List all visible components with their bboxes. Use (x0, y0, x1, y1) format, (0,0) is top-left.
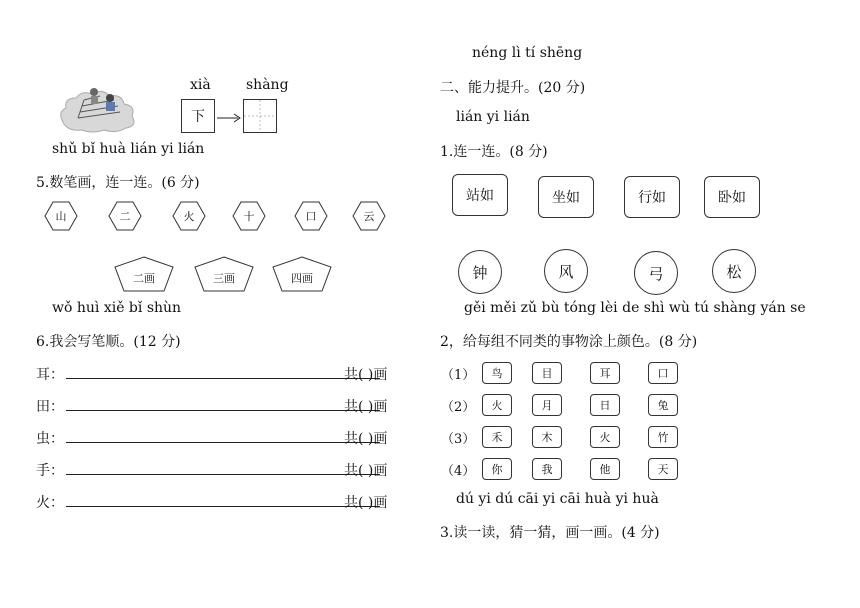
q2-item-box[interactable] (532, 426, 562, 448)
q6-title: 6.我会写笔顺。(12 分) (36, 334, 181, 350)
q2-item-box[interactable] (648, 394, 678, 416)
q2-item-label: 耳 (599, 367, 611, 380)
q1-phrase-box[interactable] (452, 174, 508, 216)
q5-hexagon-item[interactable] (232, 201, 266, 231)
q2-item-label: 我 (541, 463, 553, 476)
q1-answer-circle[interactable] (544, 249, 588, 293)
q5-pentagon-label: 三画 (213, 272, 235, 285)
q2-item-box[interactable] (648, 458, 678, 480)
q2-item-label: 你 (491, 463, 503, 476)
pinyin-shang: shàng (246, 77, 289, 93)
q1-answer-circle[interactable] (634, 251, 678, 295)
q6-row[interactable] (36, 428, 416, 448)
write-line[interactable] (66, 378, 380, 379)
q2-item-box[interactable] (648, 362, 678, 384)
q6-row-count: 共( )画 (344, 463, 388, 479)
q6-row-char: 耳： (36, 367, 64, 383)
q6-row-char: 虫： (36, 431, 64, 447)
q6-row-count: 共( )画 (344, 431, 388, 447)
q2-item-label: 竹 (657, 431, 669, 444)
q1-answer-label: 松 (726, 262, 742, 281)
q6-row-char: 田： (36, 399, 64, 415)
q1-phrase-box[interactable] (704, 176, 760, 218)
q1-phrase-label: 卧如 (718, 190, 746, 206)
q2-row-label: （4） (441, 464, 476, 479)
illustration-children-on-stairs (56, 82, 140, 134)
q2-title: 2，给每组不同类的事物涂上颜色。(8 分) (440, 334, 698, 350)
write-line[interactable] (66, 442, 380, 443)
q6-row-count: 共( )画 (344, 367, 388, 383)
q2-item-box[interactable] (482, 362, 512, 384)
q1-answer-label: 弓 (648, 264, 664, 283)
q5-hexagon-label: 山 (55, 210, 67, 223)
pinyin-q5: shǔ bǐ huà lián yi lián (52, 141, 205, 157)
pinyin-lianyilian: lián yi lián (456, 109, 530, 125)
q2-item-box[interactable] (590, 394, 620, 416)
char-xia: 下 (191, 109, 205, 125)
q6-row[interactable] (36, 460, 416, 480)
q2-row-label: （2） (441, 400, 476, 415)
q5-pentagon-item[interactable] (194, 256, 254, 292)
q2-item-label: 火 (599, 431, 611, 444)
q1-answer-circle[interactable] (458, 250, 502, 294)
q2-item-box[interactable] (532, 458, 562, 480)
q1-phrase-label: 站如 (466, 188, 494, 204)
q5-pentagon-label: 四画 (291, 272, 313, 285)
pinyin-q6: wǒ huì xiě bǐ shùn (52, 300, 182, 316)
q1-phrase-box[interactable] (624, 176, 680, 218)
q6-row-count: 共( )画 (344, 399, 388, 415)
write-line[interactable] (66, 474, 380, 475)
q5-hexagon-label: 火 (183, 210, 195, 223)
pinyin-nengli-tisheng: néng lì tí shēng (472, 45, 583, 61)
q2-item-box[interactable] (482, 426, 512, 448)
q2-item-label: 禾 (491, 431, 503, 444)
q2-item-box[interactable] (590, 426, 620, 448)
q2-item-label: 鸟 (491, 367, 503, 380)
q5-hexagon-item[interactable] (44, 201, 78, 231)
q6-row-char: 手： (36, 463, 64, 479)
q2-item-label: 他 (599, 463, 611, 476)
q6-row[interactable] (36, 364, 416, 384)
q6-row[interactable] (36, 396, 416, 416)
pinyin-xia: xià (190, 77, 211, 93)
q5-hexagon-label: 口 (305, 210, 317, 223)
q2-item-box[interactable] (532, 362, 562, 384)
arrow-right-icon (216, 109, 242, 128)
q1-phrase-box[interactable] (538, 176, 594, 218)
writing-grid-box[interactable] (243, 99, 277, 133)
q5-hexagon-item[interactable] (172, 201, 206, 231)
q2-item-label: 目 (541, 367, 553, 380)
q1-answer-label: 风 (558, 262, 574, 281)
q2-item-box[interactable] (590, 458, 620, 480)
q2-item-label: 火 (491, 399, 503, 412)
q5-pentagon-item[interactable] (272, 256, 332, 292)
q2-row-label: （3） (441, 432, 476, 447)
pinyin-q3: dú yi dú cāi yi cāi huà yi huà (456, 491, 659, 507)
q2-item-label: 日 (599, 399, 611, 412)
q5-hexagon-item[interactable] (294, 201, 328, 231)
q6-row[interactable] (36, 492, 416, 512)
q2-item-box[interactable] (482, 458, 512, 480)
q2-row-label: （1） (441, 368, 476, 383)
q6-row-char: 火： (36, 495, 64, 511)
write-line[interactable] (66, 506, 380, 507)
q2-item-box[interactable] (482, 394, 512, 416)
section2-title: 二、能力提升。(20 分) (440, 80, 586, 96)
q2-item-label: 月 (541, 399, 553, 412)
q1-phrase-label: 行如 (638, 190, 666, 206)
q5-hexagon-item[interactable] (108, 201, 142, 231)
q2-item-label: 天 (657, 463, 669, 476)
pinyin-q2: gěi měi zǔ bù tóng lèi de shì wù tú shàng yán se (464, 300, 806, 316)
write-line[interactable] (66, 410, 380, 411)
q5-pentagon-item[interactable] (114, 256, 174, 292)
q5-hexagon-label: 云 (363, 210, 375, 223)
q5-hexagon-label: 十 (243, 210, 255, 223)
char-box-xia (181, 99, 215, 133)
q1-answer-circle[interactable] (712, 249, 756, 293)
q6-row-count: 共( )画 (344, 495, 388, 511)
q5-pentagon-label: 二画 (133, 272, 155, 285)
q2-item-box[interactable] (590, 362, 620, 384)
q5-title: 5.数笔画，连一连。(6 分) (36, 175, 200, 191)
q3-title: 3.读一读，猜一猜，画一画。(4 分) (440, 525, 660, 541)
q1-phrase-label: 坐如 (552, 190, 580, 206)
q2-item-label: 口 (657, 367, 669, 380)
q1-answer-label: 钟 (472, 263, 488, 282)
q5-hexagon-label: 二 (119, 210, 131, 223)
q5-hexagon-item[interactable] (352, 201, 386, 231)
q2-item-label: 木 (541, 431, 553, 444)
q2-item-box[interactable] (648, 426, 678, 448)
q1-title: 1.连一连。(8 分) (440, 144, 548, 160)
q2-item-box[interactable] (532, 394, 562, 416)
q2-item-label: 兔 (657, 399, 669, 412)
